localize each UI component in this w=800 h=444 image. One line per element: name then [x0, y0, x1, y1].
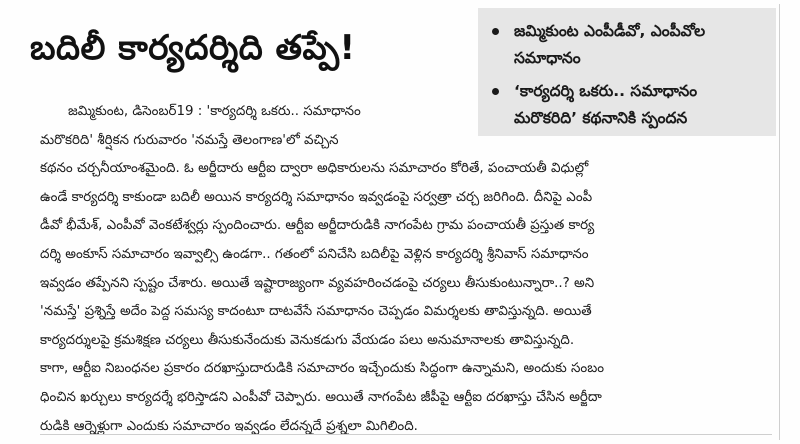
- body-line: ఉండే కార్యదర్శి కాకుండా బదిలీ అయిన కార్యదర్శి సమాధానం ఇవ్వడంపై సర్వత్రా చర్చ జరిగింది. దీనిపై ఎంపీ: [40, 189, 593, 205]
- column-divider: [779, 4, 780, 440]
- body-line: కథనం చర్చనీయాంశమైంది. ఓ అర్జీదారు ఆర్టీఐ ద్వారా అధికారులను సమాచారం కోరితే, పంచాయతీ విధుల్లో: [40, 161, 589, 177]
- body-line: జమ్మికుంట, డిసెంబర్19 : 'కార్యదర్శి ఒకరు.. సమాధానం: [68, 104, 361, 119]
- body-line: కార్యదర్శులపై క్రమశిక్షణ చర్యలు తీసుకునేందుకు వెనుకడుగు వేయడం పలు అనుమానాలకు తావిస్తున్నది.: [40, 332, 575, 348]
- body-line: 'నమస్తే' ప్రశ్నిస్తే అదేం పెద్ద సమస్య కాదంటూ దాటవేసే సమాధానం చెప్పడం విమర్శలకు తావిస్తున్నది. అయితే: [40, 304, 592, 320]
- bullet-icon: [492, 28, 499, 35]
- body-line: ఇవ్వడం తప్పేనని స్పష్టం చేశారు. అయితే ఇష్టారాజ్యంగా వ్యవహరించడంపై చర్యలు తీసుకుంటున్నారా..? అని: [40, 275, 595, 291]
- highlight-text: ‘కార్యదర్శి ఒకరు.. సమాధానం మరొకరిది’ కథనానికి స్పందన: [514, 82, 698, 127]
- body-line: కాగా, ఆర్టీఐ నిబంధనల ప్రకారం దరఖాస్తుదారుడికి సమాచారం ఇచ్చేందుకు సిద్ధంగా ఉన్నామని, అందుకు సంబం: [40, 361, 605, 377]
- body-line: మరొకరిది' శీర్షికన గురువారం 'నమస్తే తెలంగాణ'లో వచ్చిన: [40, 132, 339, 148]
- body-line: ధించిన ఖర్చులు కార్యదర్శే భరిస్తాడని ఎంపీవో చెప్పారు. అయితే నాగంపేట జీపీపై ఆర్టీఐ దరఖాస్తు చేసిన అర్జీదా: [40, 389, 602, 405]
- highlight-item: [492, 18, 764, 72]
- bottom-rule: [40, 434, 772, 435]
- body-line: దర్శి అంకూస్ సమాచారం ఇవ్వాల్సి ఉండగా.. గతంలో పనిచేసి బదిలీపై వెళ్లిన కార్యదర్శి శ్రీనివాస్ సమాధానం: [40, 246, 589, 262]
- body-line: రుడికి ఆర్నెళ్లుగా ఎందుకు సమాచారం ఇవ్వడం లేదన్నదే ప్రశ్నలా మిగిలింది.: [40, 418, 418, 434]
- article-body: [40, 98, 768, 441]
- highlight-text: జమ్మికుంట ఎంపీడీవో, ఎంపీవోల సమాధానం: [514, 22, 706, 67]
- headline: బదిలీ కార్యదర్శిది తప్పే!: [30, 28, 356, 68]
- body-line: డీవో భీమేశ్, ఎంపీవో వెంకటేశ్వర్లు స్పందించారు. ఆర్టీఐ అర్జీదారుడికి నాగంపేట గ్రామ పంచాయతీ ప్రస్తుత కార్య: [40, 218, 595, 234]
- bullet-icon: [492, 88, 499, 95]
